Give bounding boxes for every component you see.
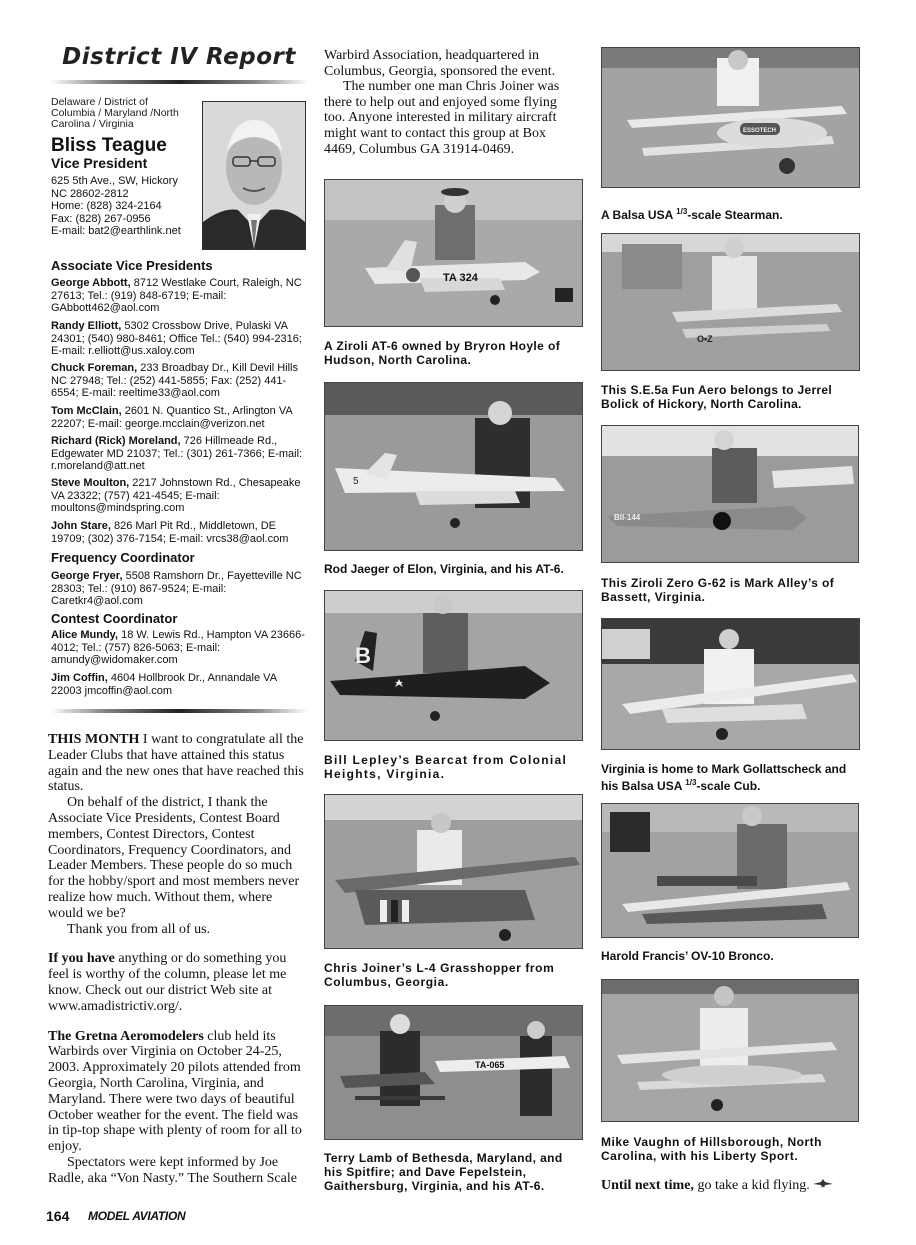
page-number: 164: [46, 1208, 70, 1224]
article-body-left: [48, 732, 306, 1187]
photo-liberty-sport: [601, 979, 859, 1122]
vp-region-line: Columbia / Maryland /North: [51, 107, 179, 119]
entry-name: Chuck Foreman,: [51, 362, 138, 374]
vp-region-line: Carolina / Virginia: [51, 118, 134, 130]
associate-entry: [51, 435, 306, 473]
entry-details: 2217 Johnstown Rd., Chesapeake VA 23322; (757) 421-4545; E-mail: moultons@mindspring.com: [51, 477, 301, 514]
photo-bearcat: [324, 590, 583, 741]
caption-bronco: Harold Francis’ OV-10 Bronco.: [601, 949, 774, 963]
contest-entry: [51, 672, 306, 697]
entry-name: Jim Coffin,: [51, 672, 108, 684]
entry-name: John Stare,: [51, 520, 111, 532]
photo-ziroli-at6: [324, 179, 583, 327]
caption-stearman: [601, 205, 861, 222]
photo-se5a: [601, 233, 860, 371]
caption-cub: [601, 762, 861, 793]
entry-name: Tom McClain,: [51, 405, 122, 417]
entry-details: 726 Hillmeade Rd., Edgewater MD 21037; Tel.: (301) 261-7366; E-mail: r.moreland@att.net: [51, 435, 303, 472]
entry-name: George Fryer,: [51, 570, 123, 582]
entry-details: 4604 Hollbrook Dr., Annandale VA 22003 jmcoffin@aol.com: [51, 672, 277, 697]
contest-entry: [51, 629, 306, 667]
vp-home-phone: Home: (828) 324-2164: [51, 200, 162, 212]
vp-email: E-mail: bat2@earthlink.net: [51, 225, 181, 237]
sidebar-bottom-rule: [50, 709, 308, 713]
svg-text:O•Z: O•Z: [697, 334, 713, 344]
run-in-heading: If you have: [48, 951, 115, 967]
caption-text: A Balsa USA: [601, 208, 677, 222]
photo-jaeger-at6: [324, 382, 583, 551]
photo-ov10-bronco: [601, 803, 859, 938]
photo-marking-b: B: [355, 643, 371, 668]
vp-fax: Fax: (828) 267-0956: [51, 212, 151, 225]
vp-region-line: Delaware / District of: [51, 96, 148, 108]
associate-entry: [51, 362, 306, 400]
closing-runin: Until next time,: [601, 1178, 694, 1194]
entry-name: Alice Mundy,: [51, 629, 119, 641]
column-title: District IV Report: [62, 44, 296, 70]
caption-spitfire: Terry Lamb of Bethesda, Maryland, and his Spitfire; and Dave Fepelstein, Gaithersburg, Virginia, and his AT-6.: [324, 1151, 563, 1193]
svg-text:BII-144: BII-144: [614, 513, 641, 522]
frequency-coordinator-heading: Frequency Coordinator: [51, 550, 195, 565]
caption-liberty-sport: Mike Vaughn of Hillsborough, North Carolina, with his Liberty Sport.: [601, 1135, 822, 1163]
ama-logo-icon: [813, 1178, 833, 1194]
entry-name: Steve Moulton,: [51, 477, 130, 489]
vp-address-line: NC 28602-2812: [51, 187, 129, 200]
entry-name: Randy Elliott,: [51, 320, 122, 332]
closing-line: [601, 1178, 871, 1194]
run-in-heading: THIS MONTH: [48, 732, 140, 747]
caption-text: -scale Cub.: [696, 779, 761, 793]
vp-address-line: 625 5th Ave., SW, Hickory: [51, 175, 178, 187]
entry-details: 2601 N. Quantico St., Arlington VA 22207; E-mail: george.mcclain@verizon.net: [51, 405, 293, 430]
article-body-middle: [324, 48, 574, 157]
vp-role: Vice President: [51, 155, 148, 171]
entry-name: George Abbott,: [51, 277, 131, 289]
article-paragraph: Warbird Association, headquartered in Columbus, Georgia, sponsored the event.: [324, 48, 556, 79]
caption-bearcat: Bill Lepley’s Bearcat from Colonial Heights, Virginia.: [324, 753, 568, 781]
frequency-entry: [51, 570, 306, 608]
caption-se5a: This S.E.5a Fun Aero belongs to Jerrel Bolick of Hickory, North Carolina.: [601, 383, 833, 411]
entry-details: 826 Marl Pit Rd., Middletown, DE 19709; (302) 376-7154; E-mail: vrcs38@aol.com: [51, 520, 289, 545]
article-paragraph: Thank you from all of us.: [67, 921, 211, 937]
caption-ziroli-at6: A Ziroli AT-6 owned by Bryron Hoyle of Hudson, North Carolina.: [324, 339, 561, 367]
entry-details: 5508 Ramshorn Dr., Fayetteville NC 28303; Tel.: (910) 867-9524; E-mail: Caretkr4@aol.com: [51, 570, 302, 607]
vp-portrait-photo: [202, 101, 306, 250]
contest-coordinator-heading: Contest Coordinator: [51, 611, 178, 626]
photo-l4-grasshopper: [324, 794, 583, 949]
associate-entry: [51, 405, 306, 430]
photo-cub: [601, 618, 860, 750]
closing-text: go take a kid flying.: [693, 1178, 810, 1194]
photo-zero: [601, 425, 859, 563]
paragraph-text: I want to congratulate all the Leader Clubs that have attained this status again and the new ones that have reached this status.: [48, 732, 304, 795]
article-paragraph: [48, 1029, 306, 1155]
run-in-heading: The Gretna Aeromodelers: [48, 1028, 204, 1044]
magazine-name: MODEL AVIATION: [88, 1209, 186, 1223]
photo-spitfire-at6: [324, 1005, 583, 1140]
article-paragraph: [48, 951, 306, 1014]
photo-marking-essotech: ESSOTECH: [743, 128, 777, 134]
entry-details: 5302 Crossbow Drive, Pulaski VA 24301; (540) 980-8461; Office Tel.: (540) 994-2316; E-mail: r.elliott@us.xaloy.com: [51, 320, 302, 357]
associate-entry: [51, 277, 306, 315]
vp-contact: [51, 175, 201, 238]
entry-details: 233 Broadbay Dr., Kill Devil Hills NC 27948; Tel.: (252) 441-5855; Fax: (252) 441-6554; E-mail: reeltime33@aol.com: [51, 362, 298, 399]
svg-text:TA-065: TA-065: [475, 1060, 505, 1070]
article-paragraph: On behalf of the district, I thank the Associate Vice Presidents, Contest Board members, Contest Directors, Contest Coordinators, Frequency Coordinators, and Leader Members. These people do so much for the hobby/sport and most members never realize how much. Without them, where would we be?: [48, 795, 300, 921]
scale-fraction: 1/3: [676, 207, 688, 216]
photo-marking-ta324: TA 324: [443, 272, 478, 284]
caption-zero: This Ziroli Zero G-62 is Mark Alley’s of Bassett, Virginia.: [601, 576, 835, 604]
article-paragraph: The number one man Chris Joiner was there to help out and enjoyed some flying too. Anyone interested in military aircraft might want to contact this group at Box 4469, Columbus GA 31914-0469.: [324, 79, 560, 157]
entry-details: 8712 Westlake Court, Raleigh, NC 27613; Tel.: (919) 848-6719; E-mail: GAbbott462@aol.com: [51, 277, 302, 314]
vp-region: [51, 97, 201, 130]
article-paragraph: Spectators were kept informed by Joe Radle, aka “Von Nasty.” The Southern Scale: [48, 1154, 297, 1186]
scale-fraction: 1/3: [685, 778, 697, 787]
associate-entry: [51, 477, 306, 515]
entry-name: Richard (Rick) Moreland,: [51, 435, 181, 447]
caption-text: Virginia is home to Mark Gollattscheck and his Balsa USA: [601, 762, 847, 793]
caption-jaeger-at6: Rod Jaeger of Elon, Virginia, and his AT-6.: [324, 562, 564, 576]
paragraph-text: anything or do something you feel is worthy of the column, please let me know. Check out our district Web site at www.amadistrictiv.org/.: [48, 951, 287, 1014]
title-rule: [50, 80, 308, 84]
svg-text:5: 5: [353, 476, 359, 487]
article-paragraph: [48, 732, 306, 795]
caption-l4: Chris Joiner’s L-4 Grasshopper from Columbus, Georgia.: [324, 961, 555, 989]
associate-entry: [51, 320, 306, 358]
photo-stearman: [601, 47, 860, 188]
associate-entry: [51, 520, 306, 545]
entry-details: 18 W. Lewis Rd., Hampton VA 23666-4012; Tel.: (757) 826-5063; E-mail: amundy@widomaker.com: [51, 629, 305, 666]
paragraph-text: club held its Warbirds over Virginia on October 24-25, 2003. Approximately 20 pilots attended from Georgia, North Carolina, Virginia, and Maryland. There were two days of beautiful October weather for the event. The field was in tip-top shape with plenty of room for all to enjoy.: [48, 1028, 302, 1155]
associate-vp-heading: Associate Vice Presidents: [51, 258, 213, 273]
vp-name: Bliss Teague: [51, 135, 167, 156]
caption-text: -scale Stearman.: [687, 208, 783, 222]
